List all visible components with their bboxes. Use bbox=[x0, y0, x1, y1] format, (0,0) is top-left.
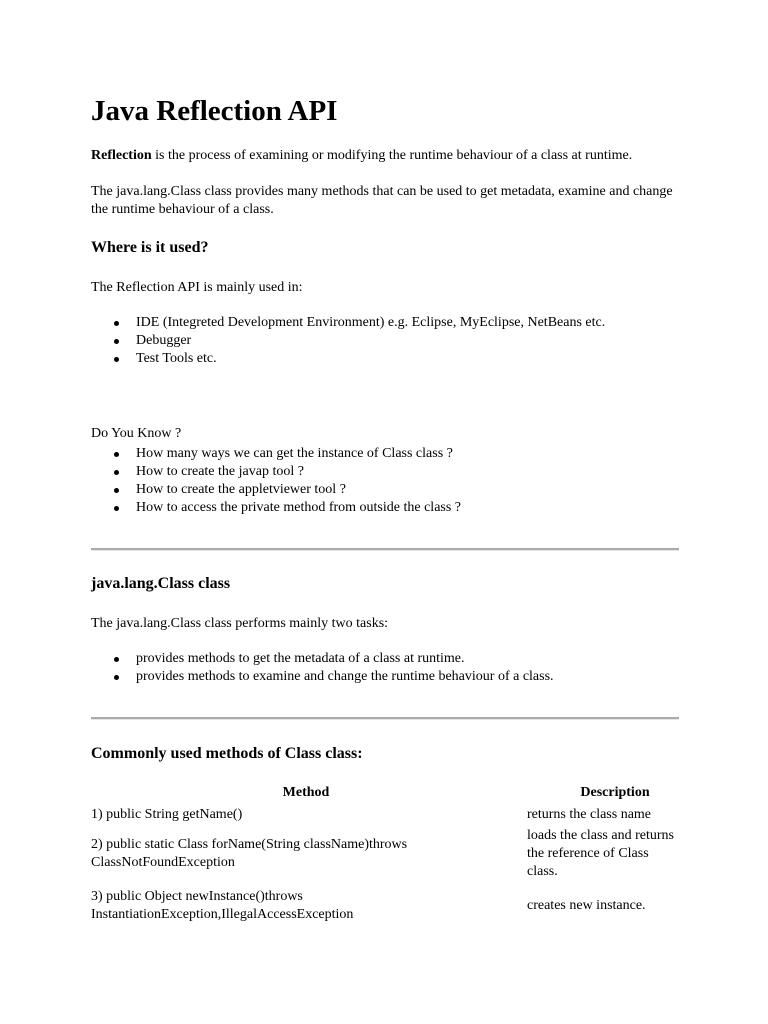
description-column-header: Description bbox=[580, 785, 650, 800]
list-item: How to create the javap tool ? bbox=[91, 463, 679, 481]
list-item: Debugger bbox=[91, 332, 679, 350]
description-cell: returns the class name bbox=[527, 807, 652, 822]
description-cell: loads the class and returns the reference of Class class. bbox=[527, 828, 674, 879]
class-intro: The java.lang.Class class performs mainly two tasks: bbox=[91, 616, 389, 631]
where-intro: The Reflection API is mainly used in: bbox=[91, 280, 303, 295]
where-list bbox=[91, 314, 679, 368]
list-item: provides methods to get the metadata of a class at runtime. bbox=[91, 650, 679, 668]
section-divider bbox=[91, 548, 679, 551]
description-cell: creates new instance. bbox=[527, 898, 646, 913]
class-heading: java.lang.Class class bbox=[91, 575, 231, 592]
list-item: Test Tools etc. bbox=[91, 350, 679, 368]
method-column-header: Method bbox=[282, 785, 330, 800]
know-heading: Do You Know ? bbox=[91, 426, 182, 441]
know-list bbox=[91, 445, 679, 517]
class-list bbox=[91, 650, 679, 686]
list-item: How many ways we can get the instance of Class class ? bbox=[91, 445, 679, 463]
methods-heading: Commonly used methods of Class class: bbox=[91, 745, 363, 762]
table-row bbox=[91, 826, 679, 882]
method-cell: 1) public String getName() bbox=[91, 807, 243, 822]
metadata-paragraph: The java.lang.Class class provides many methods that can be used to get metadata, examine and change the runtime behaviour of a class. bbox=[91, 184, 673, 217]
section-divider bbox=[91, 717, 679, 720]
methods-table bbox=[91, 782, 679, 930]
list-item: IDE (Integreted Development Environment) e.g. Eclipse, MyEclipse, NetBeans etc. bbox=[91, 314, 679, 332]
list-item: How to access the private method from outside the class ? bbox=[91, 499, 679, 517]
table-row bbox=[91, 882, 679, 930]
page-title: Java Reflection API bbox=[91, 95, 338, 127]
intro-bold-term: Reflection bbox=[91, 148, 152, 163]
table-row bbox=[91, 804, 679, 826]
list-item: provides methods to examine and change the runtime behaviour of a class. bbox=[91, 668, 679, 686]
list-item: How to create the appletviewer tool ? bbox=[91, 481, 679, 499]
intro-paragraph bbox=[91, 147, 679, 165]
intro-text: is the process of examining or modifying the runtime behaviour of a class at runtime. bbox=[151, 148, 633, 163]
method-cell: 2) public static Class forName(String className)throws ClassNotFoundException bbox=[91, 837, 408, 870]
method-cell: 3) public Object newInstance()throws InstantiationException,IllegalAccessException bbox=[91, 889, 354, 922]
where-heading: Where is it used? bbox=[91, 239, 209, 256]
